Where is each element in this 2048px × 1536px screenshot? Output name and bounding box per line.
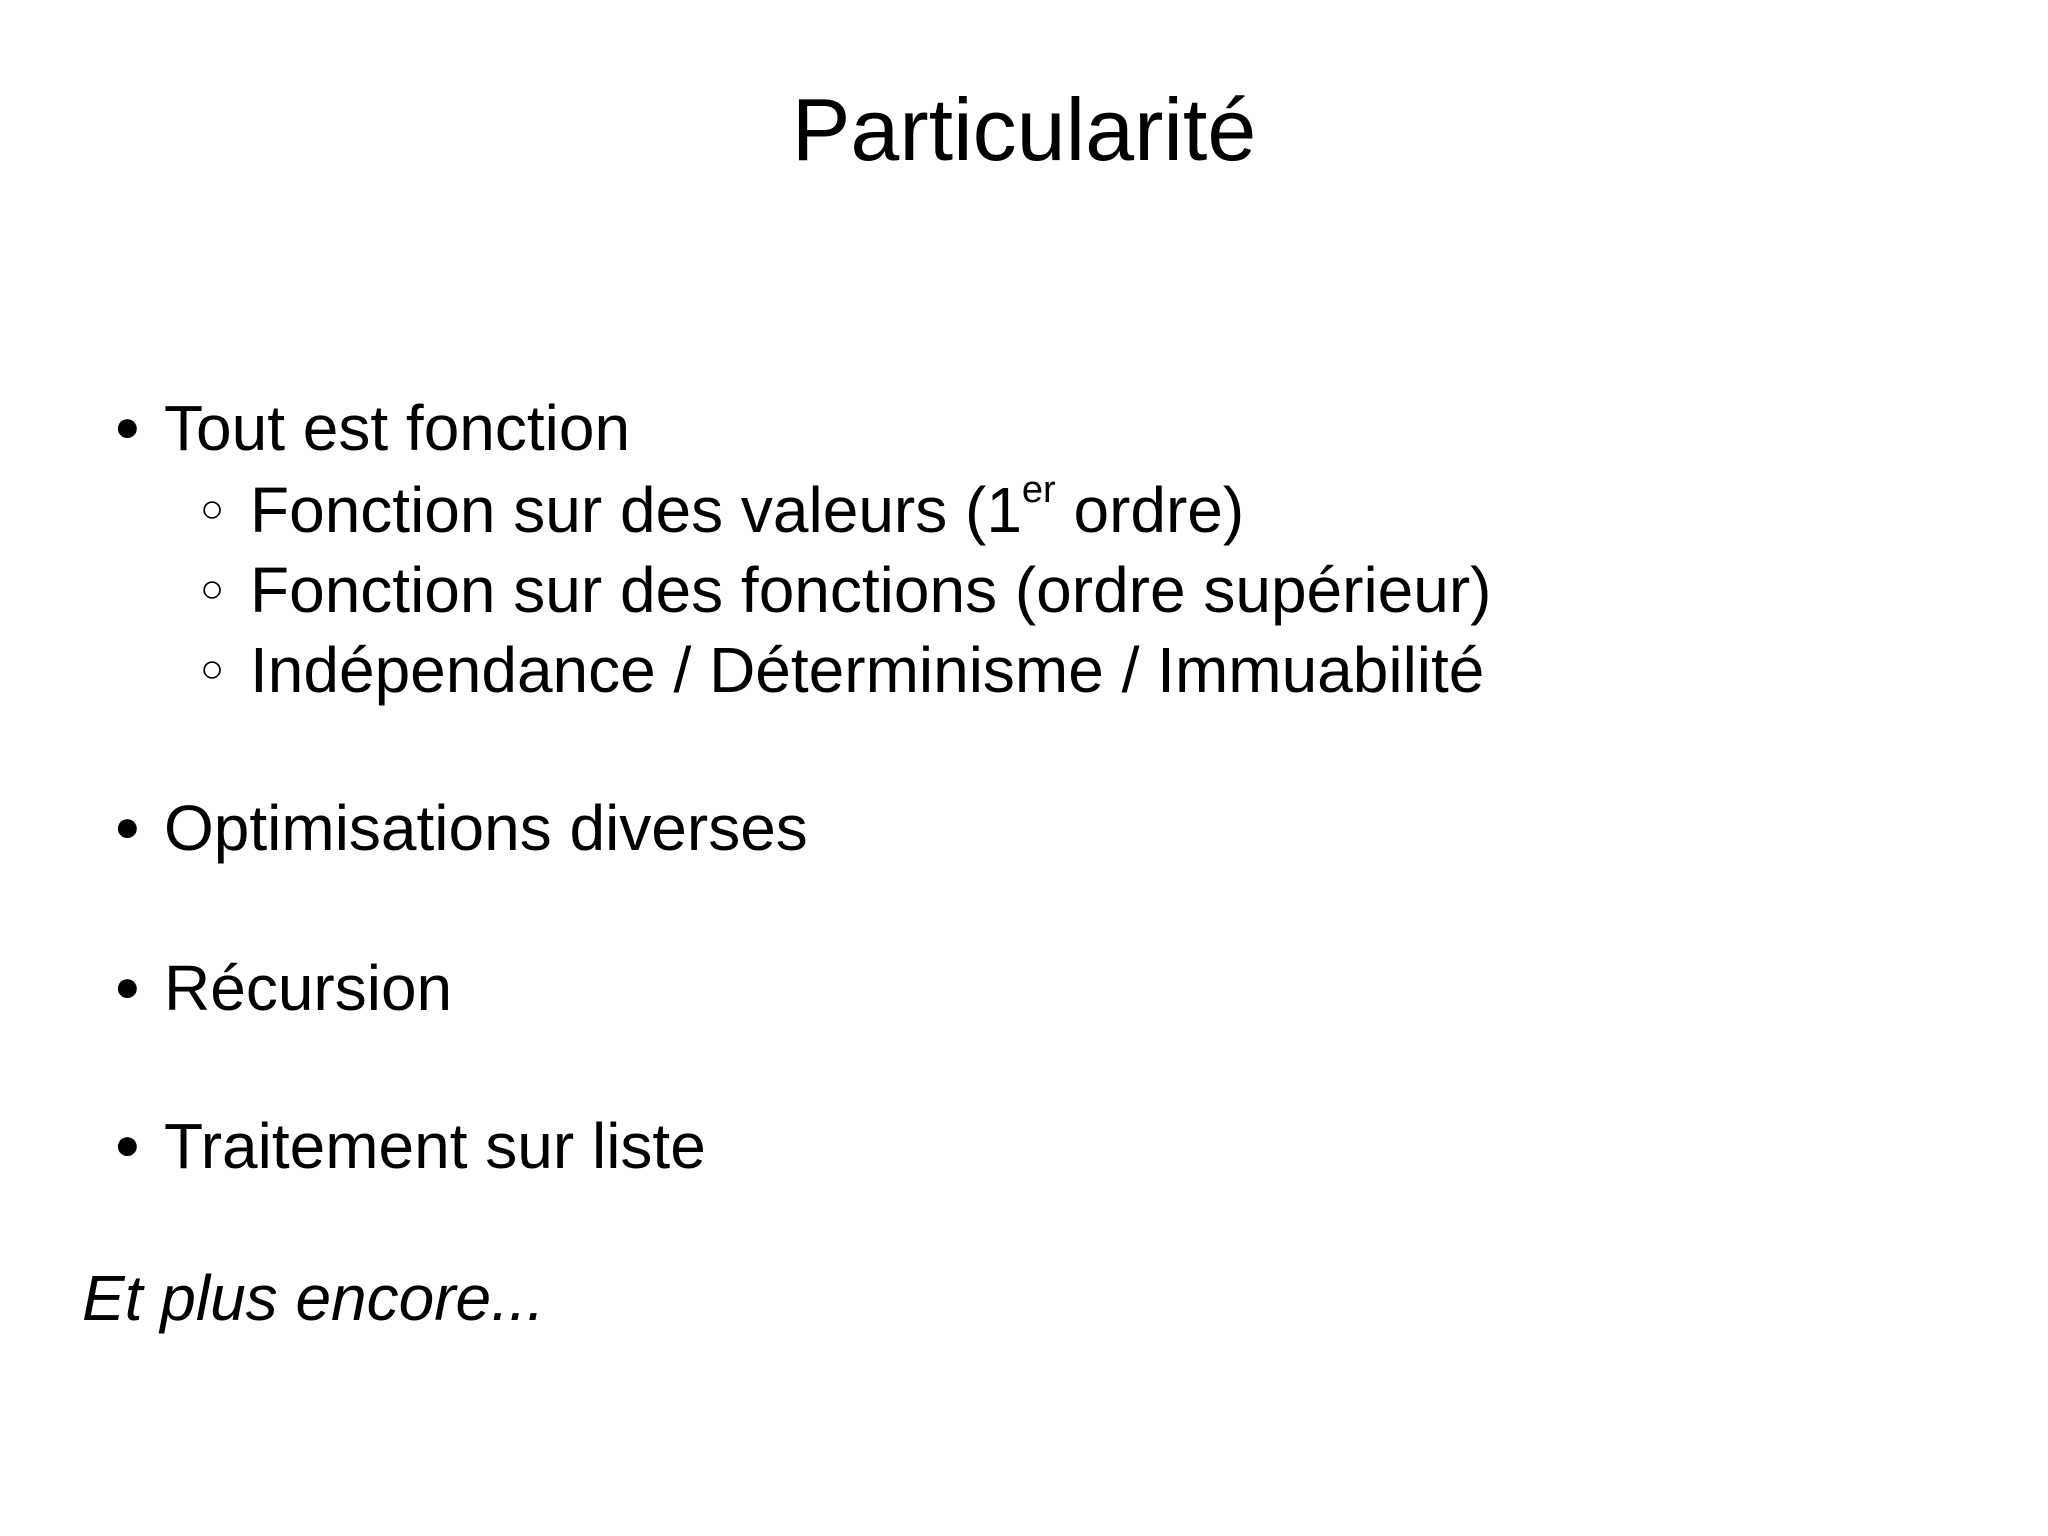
sub-bullet-valeurs xyxy=(200,468,1245,553)
closing-note: Et plus encore... xyxy=(82,1262,545,1334)
hollow-bullet-icon: ○ xyxy=(200,567,225,612)
slide-title: Particularité xyxy=(791,80,1257,179)
bullet-tout-est-fonction xyxy=(114,390,630,471)
bullet-text: Optimisations diverses xyxy=(164,792,808,864)
filled-bullet-icon: ● xyxy=(114,402,141,452)
bullet-recursion xyxy=(114,950,452,1031)
filled-bullet-icon: ● xyxy=(114,1120,141,1170)
superscript: er xyxy=(1021,468,1056,511)
hollow-bullet-icon: ○ xyxy=(200,647,225,692)
bullet-optimisations xyxy=(114,790,808,871)
bullet-traitement-liste xyxy=(114,1108,706,1189)
filled-bullet-icon: ● xyxy=(114,802,141,852)
bullet-text: Traitement sur liste xyxy=(164,1110,706,1182)
hollow-bullet-icon: ○ xyxy=(200,487,225,532)
sub-bullet-fonctions xyxy=(200,552,1491,633)
sub-bullet-text: Indépendance / Déterminisme / Immuabilité xyxy=(250,634,1485,706)
bullet-text: Tout est fonction xyxy=(164,392,631,464)
sub-bullet-independance xyxy=(200,632,1484,713)
bullet-text: Récursion xyxy=(164,952,453,1024)
filled-bullet-icon: ● xyxy=(114,962,141,1012)
sub-bullet-text: Fonction sur des valeurs (1er ordre) xyxy=(250,468,1245,546)
sub-bullet-text: Fonction sur des fonctions (ordre supérieur) xyxy=(250,554,1492,626)
